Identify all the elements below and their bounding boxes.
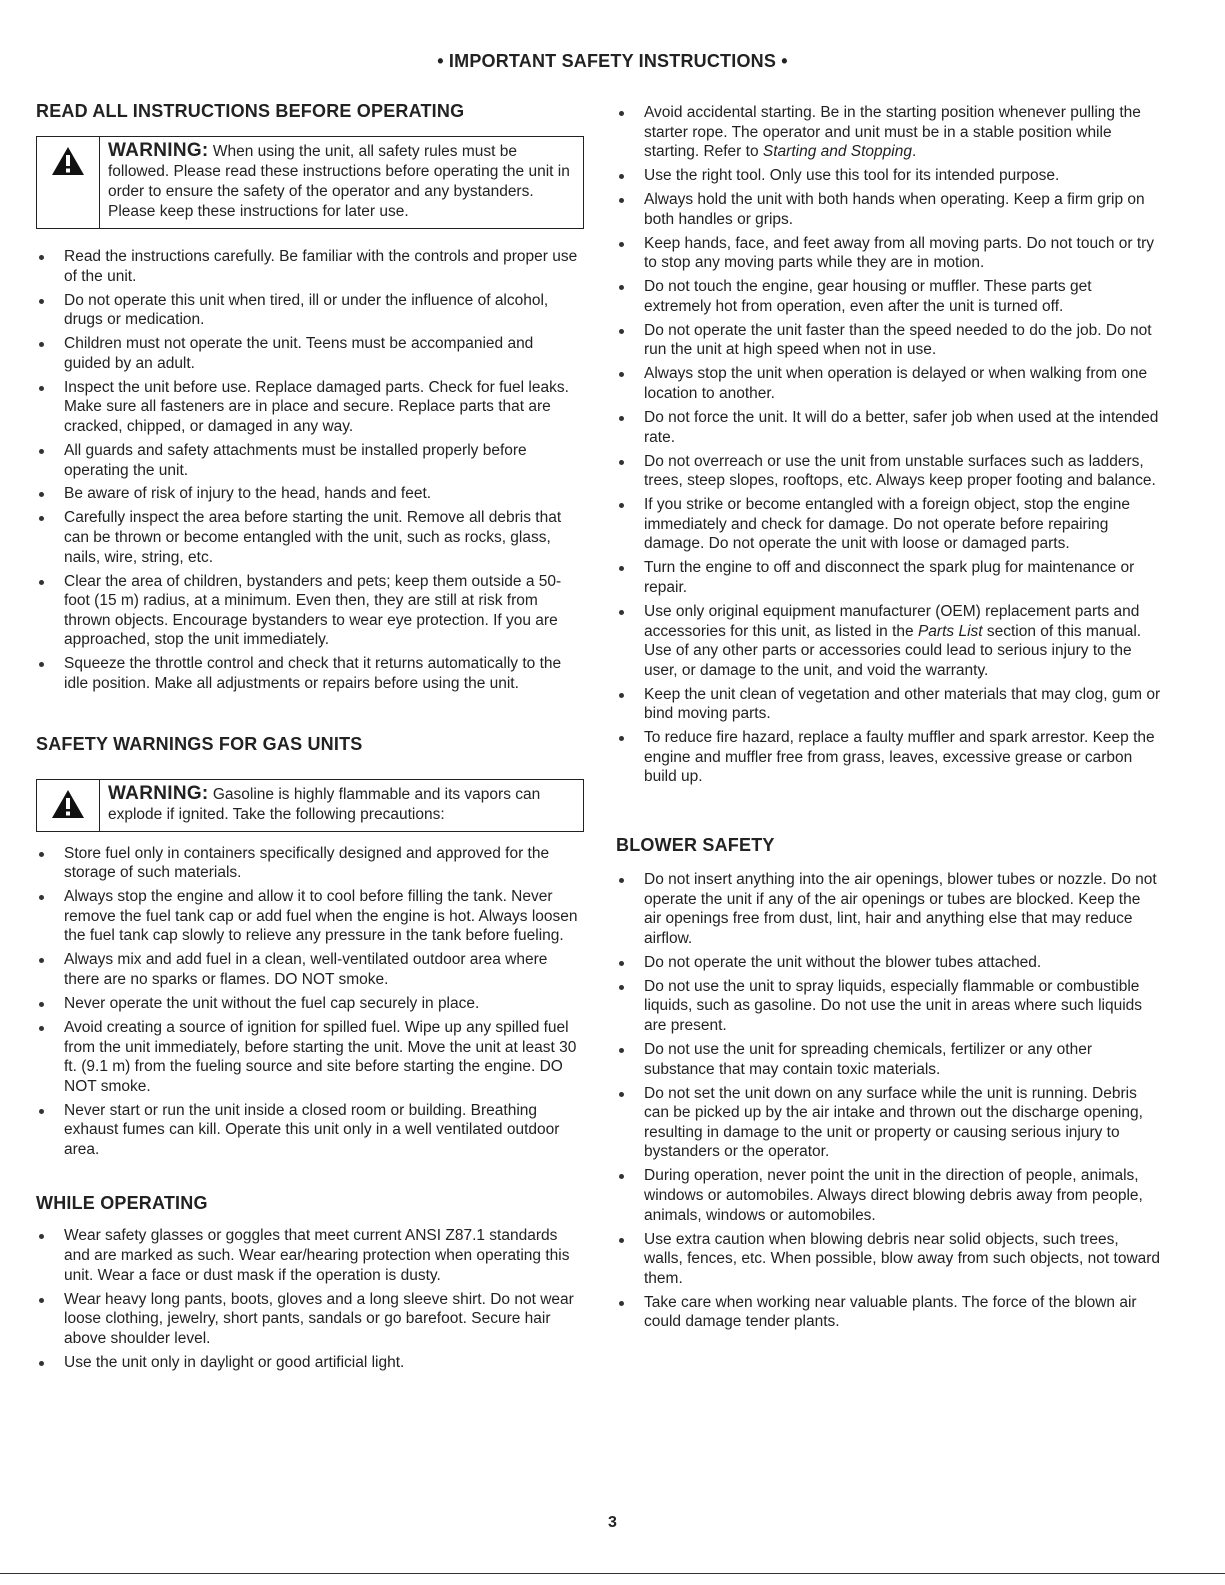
list-item: Always stop the unit when operation is delayed or when walking from one location to another. bbox=[616, 364, 1161, 403]
right-column bbox=[616, 103, 1161, 1336]
list-item: Take care when working near valuable plants. The force of the blown air could damage tender plants. bbox=[616, 1293, 1161, 1332]
section-heading-read-all: READ ALL INSTRUCTIONS BEFORE OPERATING bbox=[36, 101, 465, 121]
list-item: Store fuel only in containers specifically designed and approved for the storage of such materials. bbox=[36, 844, 584, 883]
list-item: During operation, never point the unit in the direction of people, animals, windows or automobiles. Always direct blowing debris away from people, animals, windows or automobiles. bbox=[616, 1166, 1161, 1225]
cross-reference: Starting and Stopping bbox=[762, 143, 912, 161]
list-item-text: . bbox=[911, 143, 917, 161]
warning-text bbox=[100, 137, 583, 228]
warning-icon-cell bbox=[37, 780, 100, 831]
list-item: Use extra caution when blowing debris near solid objects, such trees, walls, fences, etc. When possible, blow away from such objects, not toward them. bbox=[616, 1230, 1161, 1289]
list-item: Do not overreach or use the unit from unstable surfaces such as ladders, trees, steep slopes, rooftops, etc. Always keep proper footing and balance. bbox=[616, 452, 1161, 491]
list-item-text: Use only original equipment manufacturer (OEM) replacement parts and accessories for this unit, as listed in the bbox=[644, 602, 1140, 640]
footer-divider bbox=[0, 1573, 1225, 1574]
list-item: Do not operate this unit when tired, ill or under the influence of alcohol, drugs or medication. bbox=[36, 291, 584, 330]
list-item bbox=[616, 602, 1161, 680]
warning-title: WARNING: bbox=[108, 140, 209, 161]
list-item: Be aware of risk of injury to the head, hands and feet. bbox=[36, 484, 584, 504]
list-item: If you strike or become entangled with a foreign object, stop the engine immediately and check for damage. Do not operate before repairing damage. Do not operate the unit with loose or damaged parts. bbox=[616, 495, 1161, 554]
list-item: Children must not operate the unit. Teens must be accompanied and guided by an adult. bbox=[36, 334, 584, 373]
list-item-text: section of this manual. Use of any other parts or accessories could lead to serious injury to the user, or damage to the unit, and void the warranty. bbox=[644, 622, 1142, 679]
section-heading-blower-safety: BLOWER SAFETY bbox=[616, 835, 775, 856]
warning-triangle-icon bbox=[50, 145, 86, 177]
list-item: Do not use the unit for spreading chemicals, fertilizer or any other substance that may contain toxic materials. bbox=[616, 1040, 1161, 1079]
section-heading-gas-units: SAFETY WARNINGS FOR GAS UNITS bbox=[36, 733, 363, 754]
warning-body: Gasoline is highly flammable and its vapors can explode if ignited. Take the following precautions: bbox=[108, 785, 541, 823]
list-item: Inspect the unit before use. Replace damaged parts. Check for fuel leaks. Make sure all fasteners are in place and secure. Replace parts that are cracked, chipped, or damaged in any way. bbox=[36, 378, 584, 437]
bullet-list-read-all bbox=[36, 247, 584, 694]
list-item: Keep the unit clean of vegetation and other materials that may clog, gum or bind moving parts. bbox=[616, 685, 1161, 724]
page-title: • IMPORTANT SAFETY INSTRUCTIONS • bbox=[437, 51, 788, 71]
page-number: 3 bbox=[608, 1514, 617, 1531]
list-item: Turn the engine to off and disconnect the spark plug for maintenance or repair. bbox=[616, 558, 1161, 597]
list-item: Always mix and add fuel in a clean, well-ventilated outdoor area where there are no sparks or flames. DO NOT smoke. bbox=[36, 950, 584, 989]
list-item-text: Avoid accidental starting. Be in the starting position whenever pulling the starter rope. The operator and unit must be in a stable position while starting. Refer to bbox=[644, 104, 1141, 161]
list-item: Always hold the unit with both hands when operating. Keep a firm grip on both handles or grips. bbox=[616, 190, 1161, 229]
section-heading-while-operating: WHILE OPERATING bbox=[36, 1193, 208, 1214]
list-item: Never start or run the unit inside a closed room or building. Breathing exhaust fumes can kill. Operate this unit only in a well ventilated outdoor area. bbox=[36, 1101, 584, 1160]
list-item: Wear safety glasses or goggles that meet current ANSI Z87.1 standards and are marked as such. Wear ear/hearing protection when operating this unit. Wear a face or dust mask if the operation is dusty. bbox=[36, 1226, 584, 1285]
list-item: Always stop the engine and allow it to cool before filling the tank. Never remove the fuel tank cap or add fuel when the engine is hot. Always loosen the fuel tank cap slowly to relieve any pressure in the tank before fueling. bbox=[36, 887, 584, 946]
list-item: Use the right tool. Only use this tool for its intended purpose. bbox=[616, 166, 1161, 186]
bullet-list-operating-continued bbox=[616, 103, 1161, 787]
list-item: Do not force the unit. It will do a better, safer job when used at the intended rate. bbox=[616, 408, 1161, 447]
list-item: Do not touch the engine, gear housing or muffler. These parts get extremely hot from operation, even after the unit is turned off. bbox=[616, 277, 1161, 316]
list-item: Keep hands, face, and feet away from all moving parts. Do not touch or try to stop any moving parts while they are in motion. bbox=[616, 234, 1161, 273]
warning-box-instructions bbox=[36, 136, 584, 229]
list-item: Clear the area of children, bystanders and pets; keep them outside a 50-foot (15 m) radius, at a minimum. Even then, they are still at risk from thrown objects. Encourage bystanders to wear eye protection. If you are approached, stop the unit immediately. bbox=[36, 572, 584, 650]
list-item bbox=[616, 103, 1161, 162]
list-item: Do not insert anything into the air openings, blower tubes or nozzle. Do not operate the unit if any of the air openings or tubes are blocked. Keep the air openings free from dust, lint, hair and anything else that may reduce airflow. bbox=[616, 870, 1161, 948]
list-item: Squeeze the throttle control and check that it returns automatically to the idle position. Make all adjustments or repairs before using the unit. bbox=[36, 654, 584, 693]
bullet-list-while-operating bbox=[36, 1226, 584, 1372]
warning-text bbox=[100, 780, 583, 831]
list-item: Avoid creating a source of ignition for spilled fuel. Wipe up any spilled fuel from the unit immediately, before starting the unit. Move the unit at least 30 ft. (9.1 m) from the fueling source and site before starting the engine. DO NOT smoke. bbox=[36, 1018, 584, 1096]
list-item: Carefully inspect the area before starting the unit. Remove all debris that can be thrown or become entangled with the unit, such as rocks, glass, nails, wire, string, etc. bbox=[36, 508, 584, 567]
cross-reference: Parts List bbox=[917, 622, 983, 640]
warning-body: When using the unit, all safety rules must be followed. Please read these instructions before operating the unit in order to ensure the safety of the operator and any bystanders. Please keep these instructions for later use. bbox=[108, 143, 570, 220]
list-item: Wear heavy long pants, boots, gloves and a long sleeve shirt. Do not wear loose clothing, jewelry, short pants, sandals or go barefoot. Secure hair above shoulder level. bbox=[36, 1290, 584, 1349]
list-item: All guards and safety attachments must be installed properly before operating the unit. bbox=[36, 441, 584, 480]
bullet-list-blower-safety bbox=[616, 870, 1161, 1332]
list-item: Never operate the unit without the fuel cap securely in place. bbox=[36, 994, 584, 1014]
list-item: Do not use the unit to spray liquids, especially flammable or combustible liquids, such as gasoline. Do not use the unit in areas where such liquids are present. bbox=[616, 977, 1161, 1036]
list-item: Do not set the unit down on any surface while the unit is running. Debris can be picked up by the air intake and thrown out the discharge opening, resulting in damage to the unit or property or causing serious injury to bystanders or the operator. bbox=[616, 1084, 1161, 1162]
warning-icon-cell bbox=[37, 137, 100, 228]
list-item: To reduce fire hazard, replace a faulty muffler and spark arrestor. Keep the engine and muffler free from grass, leaves, excessive grease or carbon build up. bbox=[616, 728, 1161, 787]
warning-title: WARNING: bbox=[108, 782, 209, 804]
warning-box-gasoline bbox=[36, 779, 584, 832]
list-item: Use the unit only in daylight or good artificial light. bbox=[36, 1353, 584, 1373]
list-item: Read the instructions carefully. Be familiar with the controls and proper use of the unit. bbox=[36, 247, 584, 286]
warning-triangle-icon bbox=[50, 788, 86, 820]
list-item: Do not operate the unit without the blower tubes attached. bbox=[616, 953, 1161, 973]
list-item: Do not operate the unit faster than the speed needed to do the job. Do not run the unit at high speed when not in use. bbox=[616, 321, 1161, 360]
left-column bbox=[36, 101, 584, 1377]
bullet-list-gas-units bbox=[36, 844, 584, 1160]
